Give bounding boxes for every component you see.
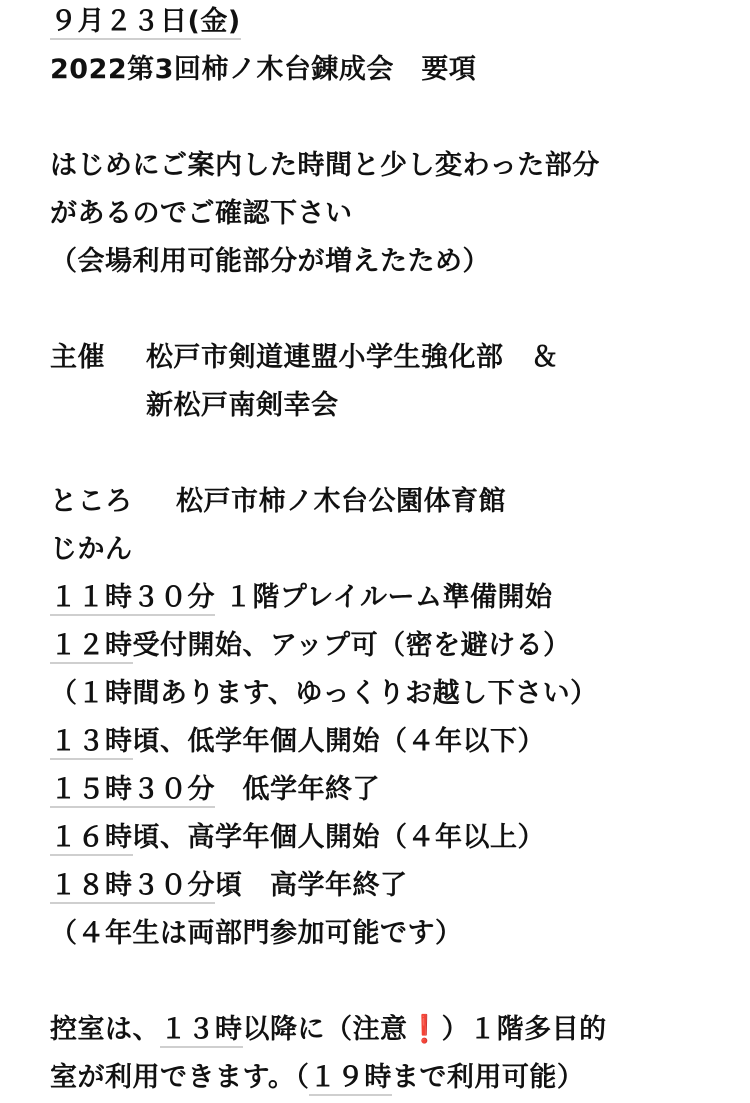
venue-label: ところ [50, 486, 133, 517]
notice-line-1: はじめにご案内した時間と少し変わった部分 [50, 150, 600, 181]
schedule-text: 頃、低学年個人開始（４年以下） [132, 726, 545, 757]
schedule-text: 低学年終了 [215, 774, 380, 805]
schedule-item [50, 624, 571, 668]
waiting-room-line-1 [50, 1008, 607, 1052]
organizer-line-2: 新松戸南剣幸会 [146, 390, 339, 421]
schedule-text: 頃 高学年終了 [215, 870, 408, 901]
event-date [50, 0, 241, 44]
schedule-item [50, 720, 545, 764]
notice-line-3: （会場利用可能部分が増えたため） [50, 246, 490, 277]
exclamation-icon: ❗ [407, 1014, 442, 1045]
schedule-item [50, 672, 598, 716]
venue-value: 松戸市柿ノ木台公園体育館 [176, 486, 506, 517]
schedule-time-link[interactable]: １３時 [50, 726, 133, 760]
waiting-room-suffix: まで利用可能） [391, 1062, 585, 1093]
waiting-room-time-link[interactable]: １３時 [160, 1014, 243, 1048]
organizer-line-1: 松戸市剣道連盟小学生強化部 ＆ [146, 342, 559, 373]
document-title: 2022第3回柿ノ木台錬成会 要項 [50, 54, 477, 85]
organizer-label: 主催 [50, 342, 105, 373]
schedule-time-link[interactable]: １５時３０分 [50, 774, 215, 808]
event-date-link[interactable]: ９月２３日(金) [50, 6, 241, 40]
schedule-time-link[interactable]: １６時 [50, 822, 133, 856]
schedule-time-link[interactable]: １１時３０分 [50, 582, 215, 616]
schedule-item [50, 576, 552, 620]
waiting-room-line-2 [50, 1056, 584, 1100]
schedule-text: 受付開始、アップ可（密を避ける） [132, 630, 571, 661]
schedule-time-link[interactable]: １８時３０分 [50, 870, 215, 904]
schedule-item [50, 768, 380, 812]
schedule-text: １階プレイルーム準備開始 [215, 582, 553, 613]
waiting-room-prefix: 控室は、 [50, 1014, 160, 1045]
schedule-label: じかん [50, 534, 133, 565]
schedule-text: （１時間あります、ゆっくりお越し下さい） [50, 678, 598, 709]
notice-line-2: があるのでご確認下さい [50, 198, 353, 229]
schedule-time-link[interactable]: １２時 [50, 630, 133, 664]
schedule-item [50, 912, 463, 956]
schedule-text: （４年生は両部門参加可能です） [50, 918, 463, 949]
waiting-room-mid: 以降に（注意 [242, 1014, 408, 1045]
waiting-room-time-link[interactable]: １９時 [309, 1062, 392, 1096]
schedule-text: 頃、高学年個人開始（４年以上） [132, 822, 545, 853]
waiting-room-prefix: 室が利用できます。（ [50, 1062, 310, 1093]
waiting-room-suffix: ）１階多目的 [441, 1014, 607, 1045]
schedule-item [50, 816, 545, 860]
schedule-item [50, 864, 408, 908]
